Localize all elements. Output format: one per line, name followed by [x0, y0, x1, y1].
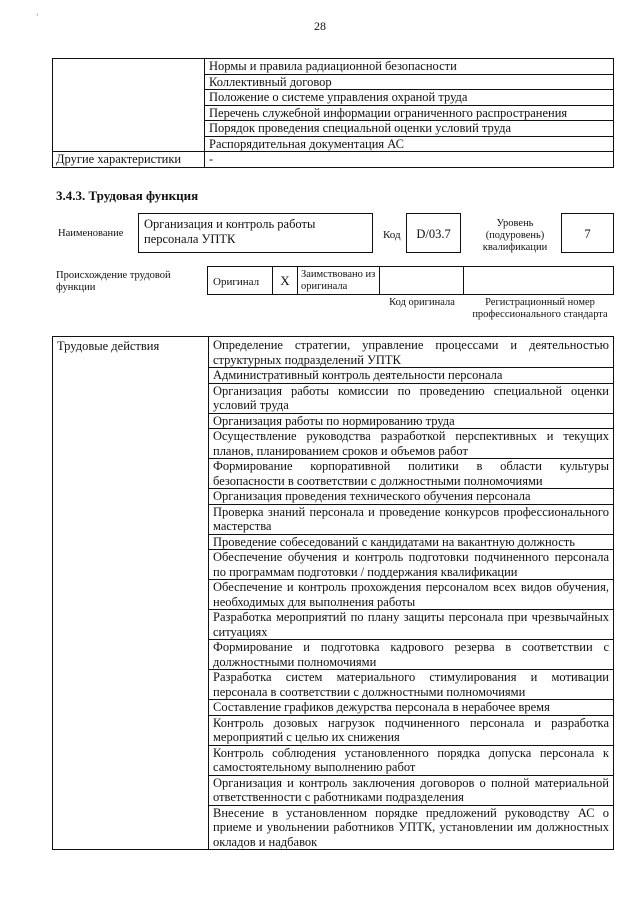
labor-action-item: Обеспечение обучения и контроль подготовки подчиненного персонала по программам подготовки / поддержания квалификации [209, 550, 614, 580]
labor-action-item: Разработка систем материального стимулирования и мотивации персонала в соответствии с должностными полномочиями [209, 670, 614, 700]
table-row: Коллективный договор [205, 74, 614, 90]
labor-action-item: Организация работы по нормированию труда [209, 413, 614, 429]
labor-action-item: Внесение в установленном порядке предложений руководству АС о приеме и увольнении работников УПТК, установлении им должностных окладов и надбавок [209, 805, 614, 850]
labor-action-item: Разработка мероприятий по плану защиты персонала при чрезвычайных ситуациях [209, 610, 614, 640]
labor-actions-table [52, 336, 614, 850]
other-characteristics-label: Другие характеристики [53, 152, 205, 168]
labor-action-item: Формирование корпоративной политики в области культуры безопасности в соответствии с должностными полномочиями [209, 459, 614, 489]
function-name-value: Организация и контроль работы персонала УПТК [138, 213, 373, 253]
page-number: 28 [314, 19, 326, 33]
table-row: Нормы и правила радиационной безопасности [205, 59, 614, 75]
table-row: Перечень служебной информации ограниченного распространения [205, 105, 614, 121]
function-code-value: D/03.7 [406, 213, 461, 253]
table-row: Распорядительная документация АС [205, 136, 614, 152]
labor-action-item: Административный контроль деятельности персонала [209, 368, 614, 384]
labor-action-item: Определение стратегии, управление процессами и деятельностью структурных подразделений УПТК [209, 337, 614, 368]
characteristics-table [52, 58, 614, 168]
labor-action-item: Осуществление руководства разработкой перспективных и текущих планов, планированием сроков и объемов работ [209, 429, 614, 459]
empty-label-cell [53, 59, 205, 152]
level-value: 7 [561, 213, 614, 253]
labor-action-item: Составление графиков дежурства персонала в нерабочее время [209, 700, 614, 716]
labor-action-item: Контроль соблюдения установленного порядка допуска персонала к самостоятельному выполнению работ [209, 745, 614, 775]
scan-mark: ‘ [36, 12, 39, 21]
reg-number-label: Регистрационный номер профессионального стандарта [472, 297, 608, 320]
labor-action-item: Формирование и подготовка кадрового резерва в соответствии с должностными полномочиями [209, 640, 614, 670]
other-characteristics-value: - [205, 152, 614, 168]
level-label: Уровень (подуровень) квалификации [482, 218, 548, 253]
labor-action-item: Организация работы комиссии по проведению специальной оценки условий труда [209, 383, 614, 413]
labor-action-item: Организация и контроль заключения договоров о полной материальной ответственности с работниками подразделения [209, 775, 614, 805]
labor-actions-label: Трудовые действия [53, 337, 209, 850]
labor-action-item: Проведение собеседований с кандидатами на вакантную должность [209, 534, 614, 550]
table-row: Порядок проведения специальной оценки условий труда [205, 121, 614, 137]
table-row: Положение о системе управления охраной труда [205, 90, 614, 106]
original-mark: X [280, 273, 290, 288]
code-label: Код [383, 229, 401, 241]
labor-action-item: Организация проведения технического обучения персонала [209, 489, 614, 505]
labor-action-item: Контроль дозовых нагрузок подчиненного персонала и разработка мероприятий с целью их снижения [209, 715, 614, 745]
origin-box [207, 266, 614, 295]
labor-action-item: Обеспечение и контроль прохождения персоналом всех видов обучения, необходимых для выполнения работы [209, 580, 614, 610]
name-label: Наименование [58, 228, 124, 239]
section-title: 3.4.3. Трудовая функция [56, 188, 199, 203]
borrowed-label: Заимствовано из оригинала [301, 269, 376, 292]
origin-label: Происхождение трудовой функции [56, 270, 171, 293]
labor-action-item: Проверка знаний персонала и проведение конкурсов профессионального мастерства [209, 504, 614, 534]
original-label: Оригинал [213, 276, 260, 288]
code-original-label: Код оригинала [389, 297, 455, 308]
